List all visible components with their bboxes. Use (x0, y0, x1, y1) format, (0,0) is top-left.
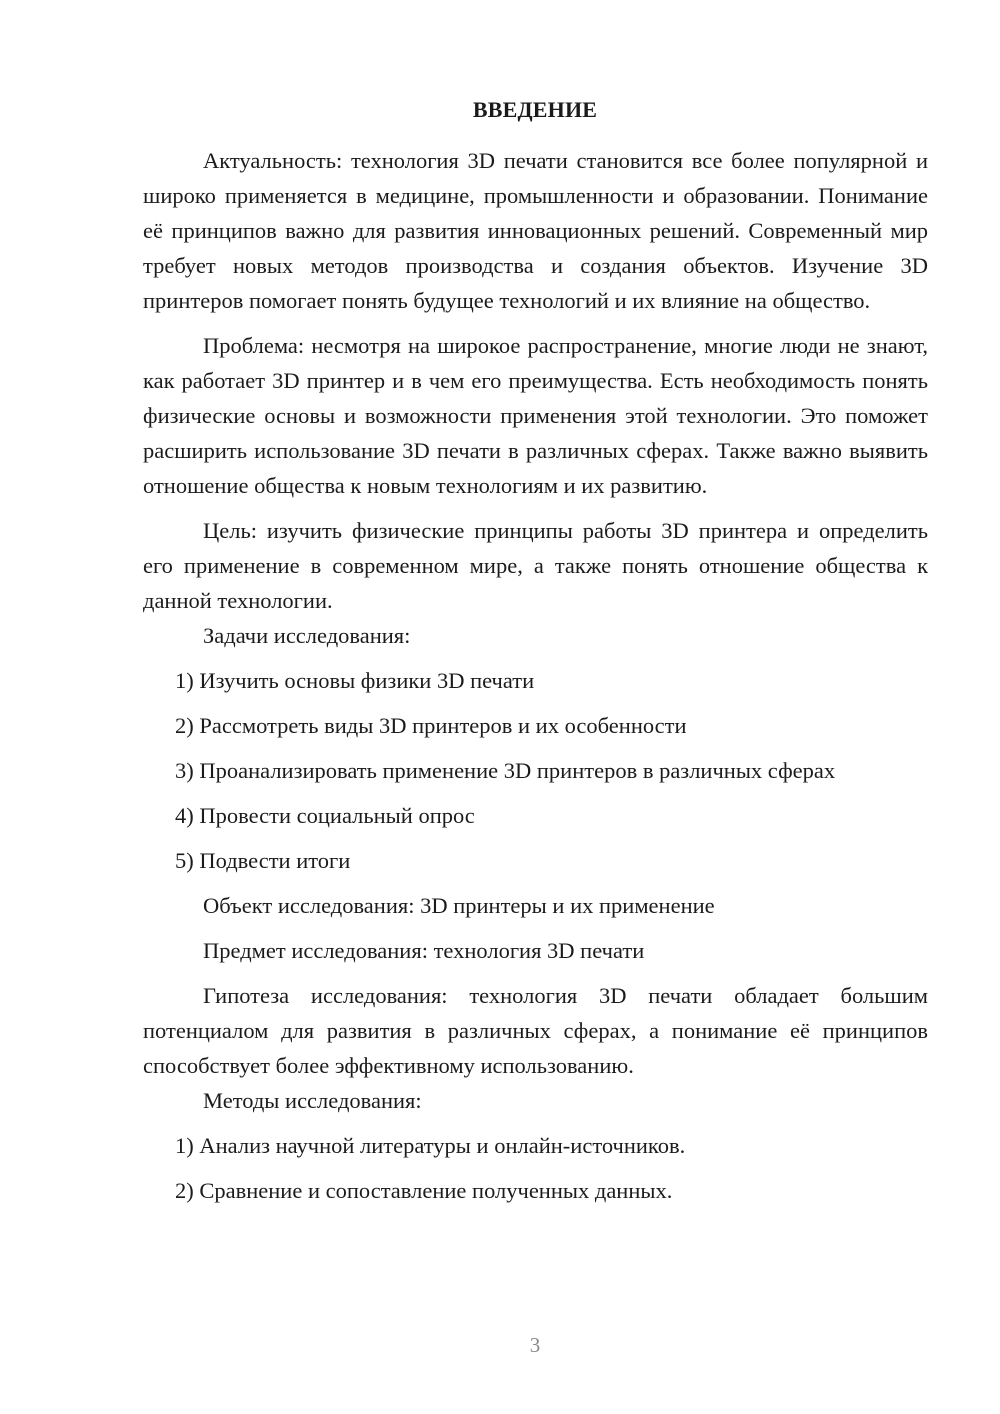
list-item-task: 4) Провести социальный опрос (175, 803, 475, 828)
methods-title: Методы исследования: (203, 1088, 422, 1113)
paragraph-problem: Проблема: несмотря на широкое распространение, многие люди не знают, как работает 3D принтер и в чем его преимущества. Есть необходимость понять физические основы и возможности применения этой технологии. Это поможет расширить использование 3D печати в различных сферах. Также важно выявить отношение общества к новым технологиям и их развитию. (143, 333, 928, 498)
page-number: 3 (529, 1333, 541, 1357)
research-object: Объект исследования: 3D принтеры и их применение (203, 893, 715, 918)
list-item-task: 5) Подвести итоги (175, 848, 351, 873)
list-item-method: 2) Сравнение и сопоставление полученных данных. (175, 1178, 673, 1203)
research-subject: Предмет исследования: технология 3D печати (203, 938, 645, 963)
page-heading: ВВЕДЕНИЕ (472, 97, 598, 122)
paragraph-hypothesis: Гипотеза исследования: технология 3D печати обладает большим потенциалом для развития в различных сферах, а понимание её принципов способствует более эффективному использованию. (143, 983, 928, 1078)
page-body (143, 143, 928, 1208)
paragraph-relevance: Актуальность: технология 3D печати становится все более популярной и широко применяется в медицине, промышленности и образовании. Понимание её принципов важно для развития инновационных решений. Современный мир требует новых методов производства и создания объектов. Изучение 3D принтеров помогает понять будущее технологий и их влияние на общество. (143, 148, 928, 313)
list-item-method: 1) Анализ научной литературы и онлайн-источников. (175, 1133, 686, 1158)
paragraph-goal: Цель: изучить физические принципы работы 3D принтера и определить его применение в современном мире, а также понять отношение общества к данной технологии. (143, 518, 928, 613)
list-item-task: 2) Рассмотреть виды 3D принтеров и их особенности (175, 713, 687, 738)
list-item-task: 3) Проанализировать применение 3D принтеров в различных сферах (175, 758, 836, 783)
tasks-title: Задачи исследования: (203, 623, 411, 648)
list-item-task: 1) Изучить основы физики 3D печати (175, 668, 535, 693)
